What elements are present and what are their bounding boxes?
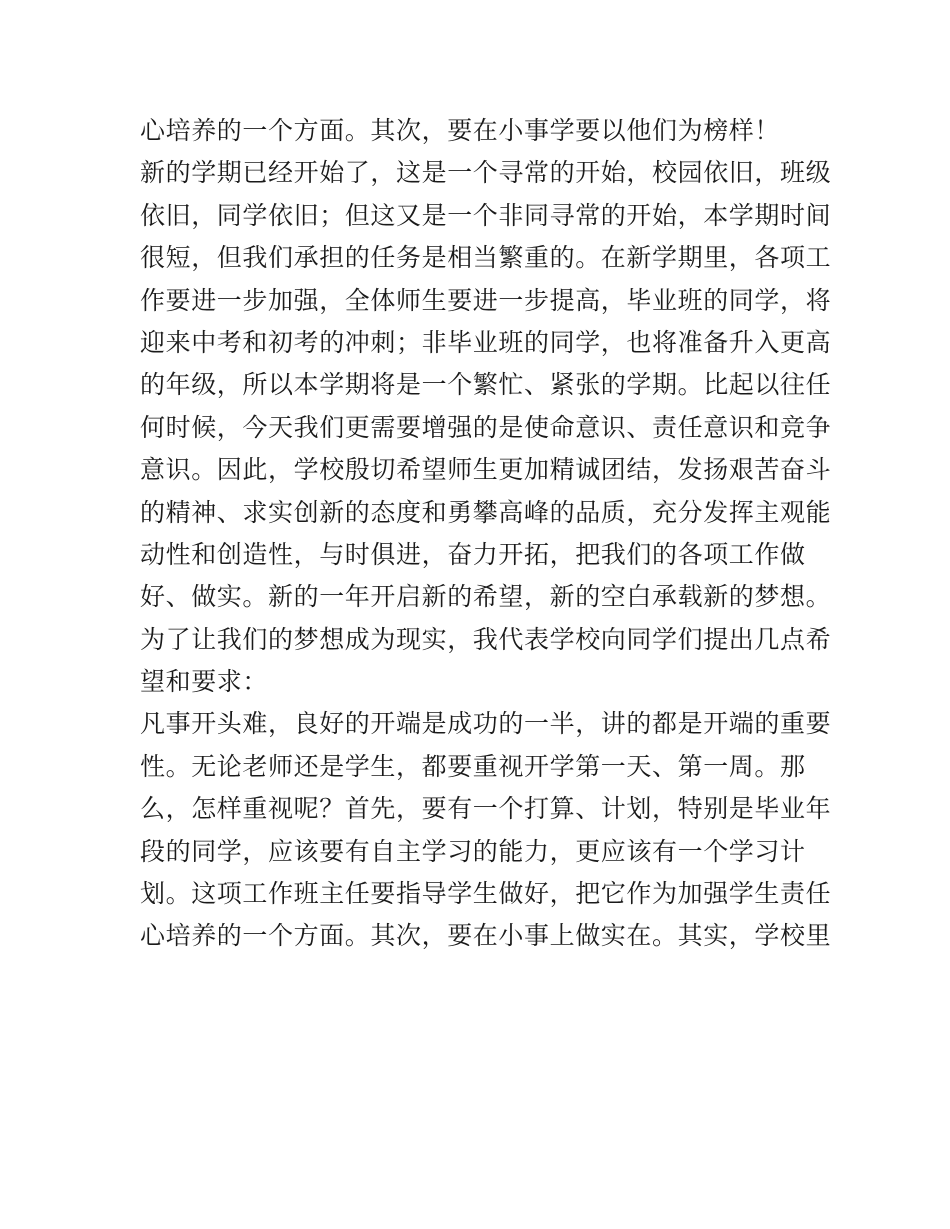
- text-line: 新的学期已经开始了，这是一个寻常的开始，校园依旧，班级: [140, 158, 832, 188]
- text-line: 动性和创造性，与时俱进，奋力开拓，把我们的各项工作做: [140, 539, 806, 569]
- text-line: 依旧，同学依旧；但这又是一个非同寻常的开始，本学期时间: [140, 200, 832, 230]
- text-line: 划。这项工作班主任要指导学生做好，把它作为加强学生责任: [140, 879, 832, 909]
- text-line: 很短，但我们承担的任务是相当繁重的。在新学期里，各项工: [140, 243, 832, 273]
- text-line: 意识。因此，学校殷切希望师生更加精诚团结，发扬艰苦奋斗: [140, 455, 832, 485]
- text-line: 性。无论老师还是学生，都要重视开学第一天、第一周。那: [140, 751, 806, 781]
- text-line: 心培养的一个方面。其次，要在小事学要以他们为榜样！: [140, 116, 781, 145]
- text-line: 作要进一步加强，全体师生要进一步提高，毕业班的同学，将: [140, 285, 832, 315]
- text-line: 段的同学，应该要有自主学习的能力，更应该有一个学习计: [140, 836, 806, 866]
- text-line: 迎来中考和初考的冲刺；非毕业班的同学，也将准备升入更高: [140, 327, 832, 357]
- text-line: 为了让我们的梦想成为现实，我代表学校向同学们提出几点希: [140, 624, 832, 654]
- text-line: 何时候，今天我们更需要增强的是使命意识、责任意识和竞争: [140, 412, 832, 442]
- body-text: [140, 110, 832, 958]
- text-line: 的精神、求实创新的态度和勇攀高峰的品质，充分发挥主观能: [140, 497, 832, 527]
- text-line: 好、做实。新的一年开启新的希望，新的空白承载新的梦想。: [140, 582, 832, 612]
- text-line: 心培养的一个方面。其次，要在小事上做实在。其实，学校里: [140, 921, 832, 951]
- text-line: 的年级，所以本学期将是一个繁忙、紧张的学期。比起以往任: [140, 370, 832, 400]
- text-line: 么，怎样重视呢？首先，要有一个打算、计划，特别是毕业年: [140, 794, 832, 824]
- text-line: 凡事开头难，良好的开端是成功的一半，讲的都是开端的重要: [140, 709, 832, 739]
- text-line: 望和要求：: [140, 667, 269, 697]
